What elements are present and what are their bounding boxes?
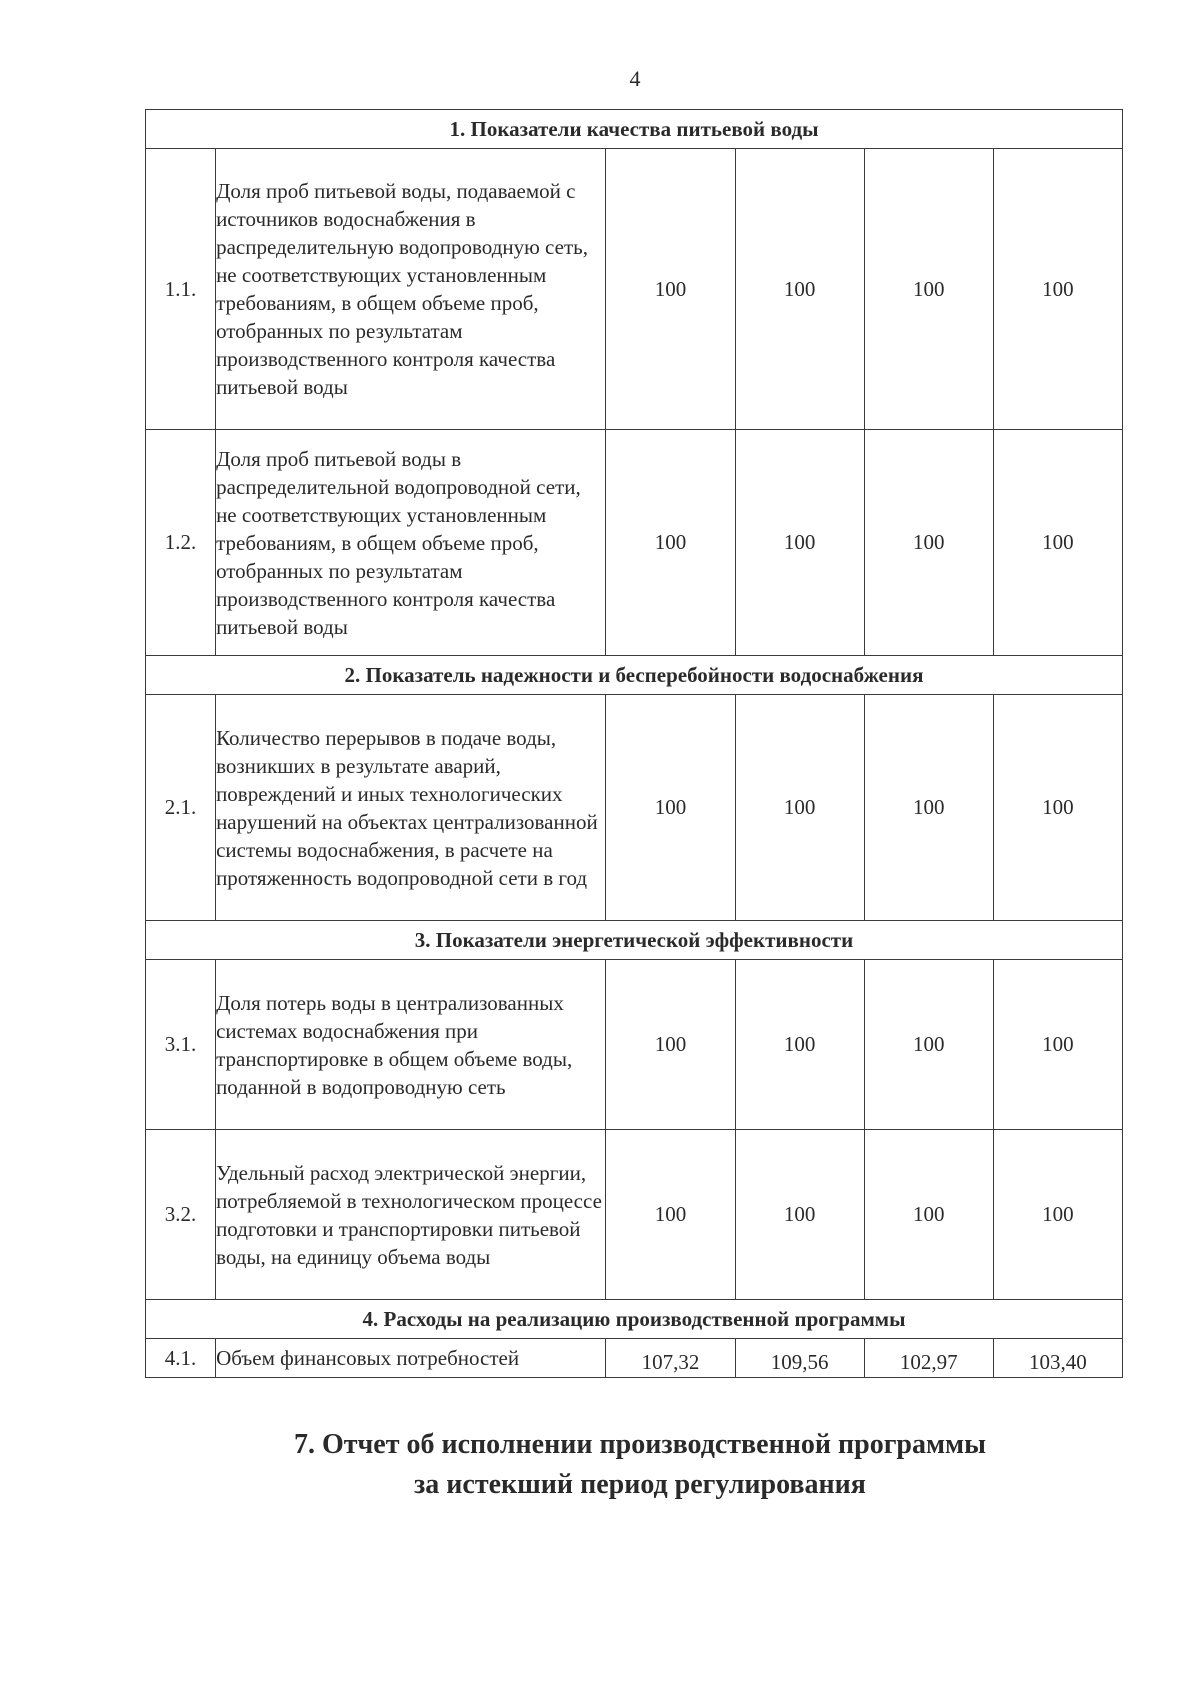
value-cell: 100 — [993, 695, 1122, 921]
value-cell: 100 — [606, 149, 735, 430]
row-number: 2.1. — [146, 695, 216, 921]
section-title: 4. Расходы на реализацию производственной программы — [146, 1300, 1123, 1339]
table-row — [146, 430, 1123, 656]
row-number: 1.2. — [146, 430, 216, 656]
value-cell: 107,32 — [606, 1339, 735, 1378]
heading-line-2: за истекший период регулирования — [414, 1469, 866, 1500]
value-cell: 100 — [735, 695, 864, 921]
value-cell: 100 — [735, 1130, 864, 1300]
section-header-row — [146, 1300, 1123, 1339]
value-cell: 100 — [864, 430, 993, 656]
section-header-row — [146, 656, 1123, 695]
value-cell: 100 — [735, 149, 864, 430]
value-cell: 103,40 — [993, 1339, 1122, 1378]
value-cell: 100 — [993, 1130, 1122, 1300]
value-cell: 100 — [993, 149, 1122, 430]
row-number: 4.1. — [146, 1339, 216, 1378]
table-row — [146, 695, 1123, 921]
section-title: 2. Показатель надежности и бесперебойности водоснабжения — [146, 656, 1123, 695]
row-description: Удельный расход электрической энергии, потребляемой в технологическом процессе подготовки и транспортировки питьевой воды, на единицу объема воды — [216, 1130, 606, 1300]
row-number: 1.1. — [146, 149, 216, 430]
section-header-row — [146, 921, 1123, 960]
value-cell: 100 — [864, 695, 993, 921]
indicators-table — [145, 109, 1123, 1378]
value-cell: 100 — [735, 960, 864, 1130]
table-row — [146, 1130, 1123, 1300]
value-cell: 109,56 — [735, 1339, 864, 1378]
row-number: 3.2. — [146, 1130, 216, 1300]
heading-line-1: 7. Отчет об исполнении производственной программы — [293, 1429, 986, 1460]
section-header-row — [146, 110, 1123, 149]
page-number: 4 — [629, 66, 641, 91]
value-cell: 100 — [864, 1130, 993, 1300]
value-cell: 102,97 — [864, 1339, 993, 1378]
value-cell: 100 — [864, 960, 993, 1130]
table-row — [146, 1339, 1123, 1378]
section-title: 1. Показатели качества питьевой воды — [146, 110, 1123, 149]
row-description: Доля проб питьевой воды в распределительной водопроводной сети, не соответствующих установленным требованиям, в общем объеме проб, отобранных по результатам производственного контроля качества питьевой воды — [216, 430, 606, 656]
value-cell: 100 — [864, 149, 993, 430]
table-row — [146, 149, 1123, 430]
value-cell: 100 — [606, 430, 735, 656]
row-number: 3.1. — [146, 960, 216, 1130]
section-heading — [250, 1425, 1030, 1505]
section-title: 3. Показатели энергетической эффективности — [146, 921, 1123, 960]
value-cell: 100 — [993, 960, 1122, 1130]
value-cell: 100 — [735, 430, 864, 656]
table-row — [146, 960, 1123, 1130]
row-description: Объем финансовых потребностей — [216, 1339, 606, 1378]
row-description: Доля потерь воды в централизованных системах водоснабжения при транспортировке в общем объеме воды, поданной в водопроводную сеть — [216, 960, 606, 1130]
value-cell: 100 — [606, 695, 735, 921]
row-description: Количество перерывов в подаче воды, возникших в результате аварий, повреждений и иных технологических нарушений на объектах централизованной системы водоснабжения, в расчете на протяженность водопроводной сети в год — [216, 695, 606, 921]
row-description: Доля проб питьевой воды, подаваемой с источников водоснабжения в распределительную водопроводную сеть, не соответствующих установленным требованиям, в общем объеме проб, отобранных по результатам производственного контроля качества питьевой воды — [216, 149, 606, 430]
value-cell: 100 — [993, 430, 1122, 656]
value-cell: 100 — [606, 960, 735, 1130]
value-cell: 100 — [606, 1130, 735, 1300]
